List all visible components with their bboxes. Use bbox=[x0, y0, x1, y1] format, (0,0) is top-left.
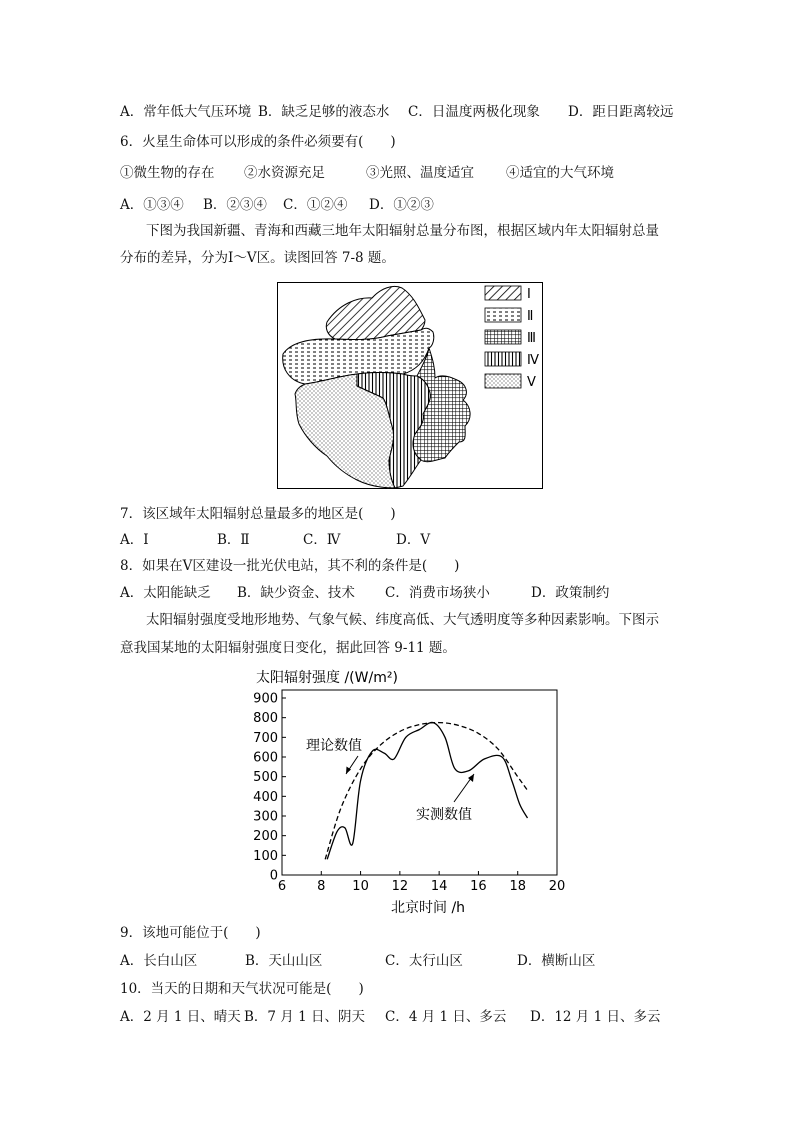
y-tick-label: 400 bbox=[253, 789, 278, 805]
q10-stem: 10．当天的日期和天气状况可能是( ) bbox=[120, 981, 364, 997]
q6-option-b: B．②③④ bbox=[203, 197, 267, 213]
q5-option-c: C．日温度两极化现象 bbox=[408, 104, 540, 120]
legend-label-5: Ⅴ bbox=[527, 375, 536, 390]
x-tick-label: 16 bbox=[470, 879, 487, 894]
y-tick-label: 600 bbox=[253, 750, 278, 766]
y-tick-label: 100 bbox=[253, 848, 278, 864]
intro2-line2: 意我国某地的太阳辐射强度日变化，据此回答 9-11 题。 bbox=[120, 640, 456, 656]
intro2-line1: 太阳辐射强度受地形地势、气象气候、纬度高低、大气透明度等多种因素影响。下图示 bbox=[146, 612, 659, 628]
q7-stem: 7．该区域年太阳辐射总量最多的地区是( ) bbox=[120, 506, 396, 522]
chart-xlabel: 北京时间 /h bbox=[391, 900, 466, 916]
q6-stem: 6．火星生命体可以形成的条件必须要有( ) bbox=[120, 134, 396, 150]
q5-option-b: B．缺乏足够的液态水 bbox=[258, 104, 390, 120]
q10-option-c: C．4 月 1 日、多云 bbox=[385, 1009, 507, 1025]
q7-option-a: A．Ⅰ bbox=[120, 532, 149, 548]
q6-item-2: ②水资源充足 bbox=[244, 165, 325, 181]
q9-option-b: B．天山山区 bbox=[245, 953, 323, 969]
q9-option-c: C．太行山区 bbox=[385, 953, 463, 969]
q8-option-c: C．消费市场狭小 bbox=[385, 585, 490, 601]
x-tick-label: 8 bbox=[317, 879, 326, 894]
q10-option-a: A．2 月 1 日、晴天 bbox=[120, 1009, 241, 1025]
q8-stem: 8．如果在Ⅴ区建设一批光伏电站，其不利的条件是( ) bbox=[120, 558, 460, 574]
series-label-theory: 理论数值 bbox=[306, 738, 362, 754]
intro1-line2: 分布的差异，分为Ⅰ～Ⅴ区。读图回答 7-8 题。 bbox=[120, 250, 395, 266]
q9-option-d: D．横断山区 bbox=[517, 953, 596, 969]
x-tick-label: 12 bbox=[391, 879, 409, 894]
legend-label-2: Ⅱ bbox=[527, 309, 534, 324]
legend-label-3: Ⅲ bbox=[527, 331, 536, 346]
q6-item-1: ①微生物的存在 bbox=[120, 165, 215, 181]
q8-option-a: A．太阳能缺乏 bbox=[120, 585, 211, 601]
y-tick-label: 900 bbox=[253, 691, 278, 707]
q7-option-c: C．Ⅳ bbox=[303, 532, 341, 548]
q6-option-a: A．①③④ bbox=[120, 197, 184, 213]
plot-frame bbox=[282, 690, 557, 875]
x-tick-label: 20 bbox=[548, 879, 566, 894]
legend-label-4: Ⅳ bbox=[527, 353, 539, 368]
radiation-zone-map bbox=[277, 282, 543, 489]
series-label-measured: 实测数值 bbox=[416, 807, 472, 823]
q7-option-b: B．Ⅱ bbox=[217, 532, 250, 548]
y-tick-label: 200 bbox=[253, 829, 278, 845]
legend-label-1: Ⅰ bbox=[527, 287, 531, 302]
q5-option-d: D．距日距离较远 bbox=[568, 104, 674, 120]
chart-axes bbox=[253, 690, 565, 894]
q9-stem: 9．该地可能位于( ) bbox=[120, 925, 261, 941]
x-tick-label: 10 bbox=[352, 879, 369, 894]
y-tick-label: 800 bbox=[253, 711, 278, 727]
q7-option-d: D．Ⅴ bbox=[396, 532, 431, 548]
y-tick-label: 300 bbox=[253, 809, 278, 825]
x-tick-label: 18 bbox=[509, 879, 526, 894]
q5-option-a: A．常年低大气压环境 bbox=[120, 104, 252, 120]
q6-option-c: C．①②④ bbox=[283, 197, 348, 213]
q9-option-a: A．长白山区 bbox=[120, 953, 198, 969]
solar-radiation-chart bbox=[246, 662, 576, 922]
q6-option-d: D．①②③ bbox=[369, 197, 434, 213]
q6-item-4: ④适宜的大气环境 bbox=[506, 165, 614, 181]
q10-option-d: D．12 月 1 日、多云 bbox=[530, 1009, 661, 1025]
q8-option-d: D．政策制约 bbox=[531, 585, 610, 601]
x-tick-label: 6 bbox=[277, 879, 287, 894]
q10-option-b: B．7 月 1 日、阴天 bbox=[244, 1009, 365, 1025]
y-tick-label: 0 bbox=[269, 868, 278, 884]
chart-ylabel: 太阳辐射强度 /(W/m²) bbox=[256, 670, 398, 686]
x-tick-label: 14 bbox=[430, 879, 448, 894]
q8-option-b: B．缺少资金、技术 bbox=[237, 585, 355, 601]
y-tick-label: 700 bbox=[253, 730, 278, 746]
intro1-line1: 下图为我国新疆、青海和西藏三地年太阳辐射总量分布图，根据区域内年太阳辐射总量 bbox=[146, 223, 659, 239]
q6-item-3: ③光照、温度适宜 bbox=[366, 165, 474, 181]
y-tick-label: 500 bbox=[253, 770, 278, 786]
